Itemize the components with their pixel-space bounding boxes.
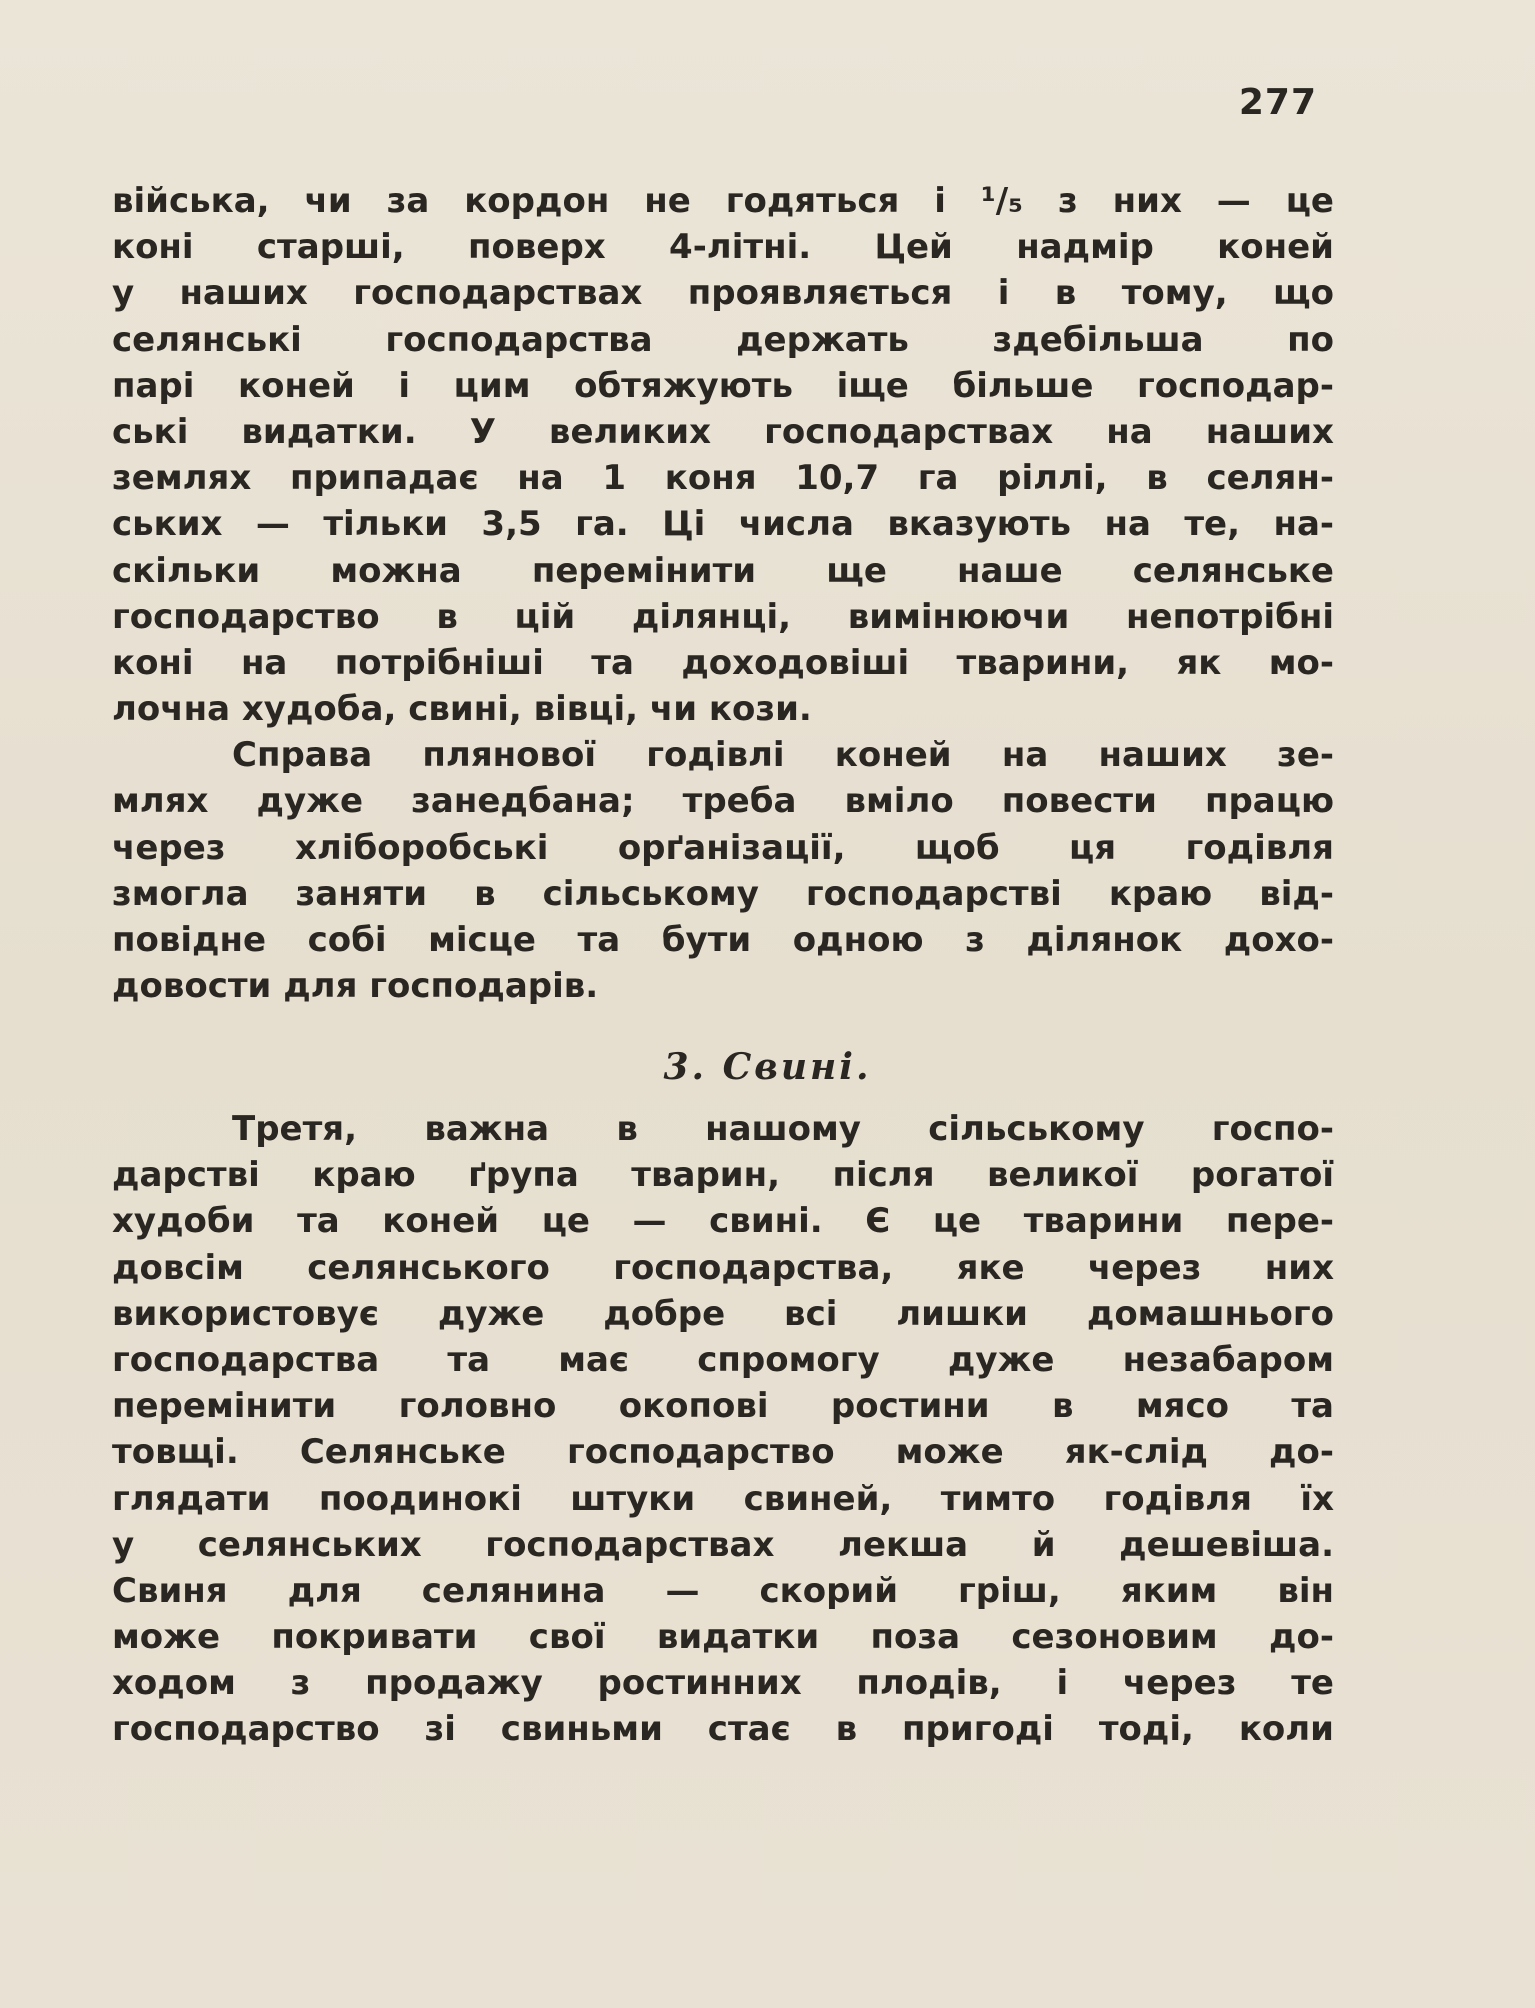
- text-line: Справа плянової годівлі коней на наших зе-: [232, 735, 1334, 776]
- text-line: перемінити головно окопові ростини в мясо та: [112, 1386, 1334, 1427]
- text-line: лочна худоба, свині, вівці, чи кози.: [112, 689, 812, 730]
- text-line: господарства та має спромогу дуже незабаром: [112, 1339, 1334, 1380]
- text-line: коні старші, поверх 4-літні. Цей надмір коней: [112, 227, 1334, 268]
- text-line: селянські господарства держать здебільша по: [112, 319, 1334, 360]
- paragraph-3: [112, 1106, 1334, 1753]
- page-number: 277: [1238, 82, 1317, 123]
- paragraph-2: [112, 732, 1334, 1009]
- text-line: ходом з продажу ростинних плодів, і через те: [112, 1663, 1334, 1704]
- text-block-pigs: [112, 1106, 1334, 1753]
- text-line: товщі. Селянське господарство може як-слід до-: [112, 1432, 1334, 1473]
- text-line: Третя, важна в нашому сільському госпо-: [232, 1109, 1334, 1149]
- text-line: скільки можна перемінити ще наше селянське: [112, 550, 1334, 591]
- text-line: господарство зі свиньми стає в пригоді тоді, коли: [112, 1709, 1334, 1750]
- text-line: парі коней і цим обтяжують іще більше господар-: [112, 365, 1334, 406]
- text-line: повідне собі місце та бути одною з ділянок дохо-: [112, 920, 1334, 960]
- text-block-horses: [112, 178, 1334, 1009]
- text-line: глядати поодинокі штуки свиней, тимто годівля їх: [112, 1478, 1334, 1519]
- text-line: довости для господарів.: [112, 966, 599, 1007]
- text-line: господарство в цій ділянці, вимінюючи непотрібні: [112, 596, 1334, 637]
- text-line: у наших господарствах проявляється і в тому, що: [112, 273, 1334, 314]
- text-line: коні на потрібніші та доходовіші тварини, як мо-: [112, 642, 1334, 683]
- text-line: млях дуже занедбана; треба вміло повести працю: [112, 781, 1334, 822]
- paragraph-1: [112, 178, 1334, 732]
- text-line: може покривати свої видатки поза сезоновим до-: [112, 1617, 1334, 1658]
- text-line: дарстві краю ґрупа тварин, після великої рогатої: [112, 1155, 1334, 1196]
- text-line: землях припадає на 1 коня 10,7 га ріллі, в селян-: [112, 458, 1334, 499]
- section-heading: 3. Свині.: [663, 1046, 872, 1088]
- text-line: у селянських господарствах лекша й дешевіша.: [112, 1524, 1334, 1565]
- text-line: ських — тільки 3,5 га. Ці числа вказують на те, на-: [112, 504, 1334, 545]
- text-line: ські видатки. У великих господарствах на наших: [112, 411, 1334, 452]
- text-line: довсім селянського господарства, яке через них: [112, 1247, 1334, 1288]
- text-line: худоби та коней це — свині. Є це тварини пере-: [112, 1201, 1334, 1242]
- text-line: Свиня для селянина — скорий гріш, яким він: [112, 1570, 1334, 1611]
- text-line: використовує дуже добре всі лишки домашнього: [112, 1293, 1334, 1334]
- text-line: через хліборобські орґанізації, щоб ця годівля: [112, 827, 1334, 868]
- text-line: змогла заняти в сільському господарстві краю від-: [112, 873, 1334, 914]
- text-line: війська, чи за кордон не годяться і ¹/₅ з них — це: [112, 181, 1334, 221]
